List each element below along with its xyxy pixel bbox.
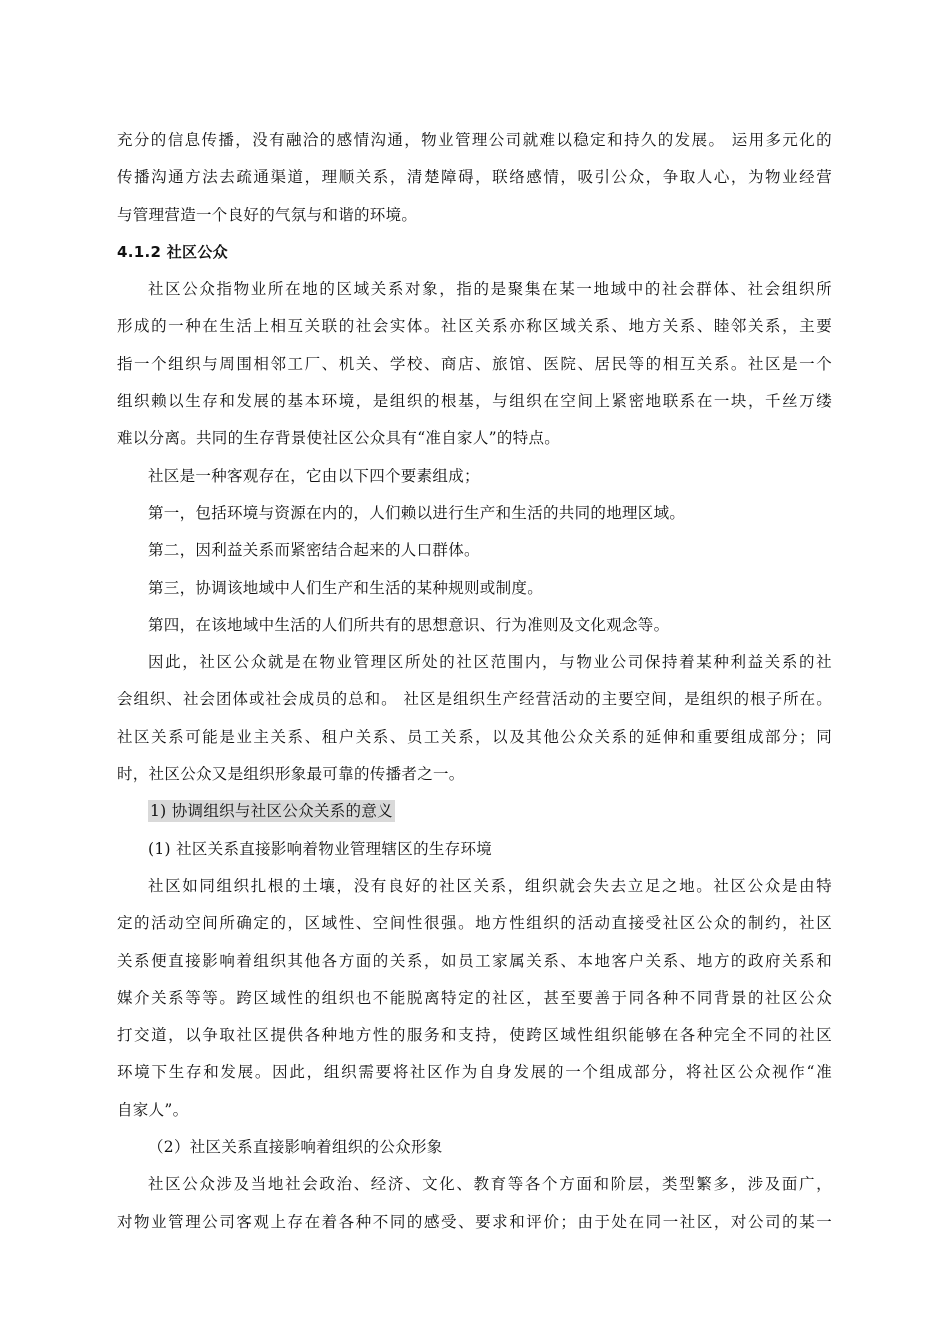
text-line: 难以分离。共同的生存背景使社区公众具有“准自家人”的特点。 xyxy=(117,429,561,448)
text-line: 与管理营造一个良好的气氛与和谐的环境。 xyxy=(117,205,418,224)
text-line: (1) 社区关系直接影响着物业管理辖区的生存环境 xyxy=(148,839,493,858)
text-line: 关系便直接影响着组织其他各方面的关系，如员工家属关系、本地客户关系、地方的政府关系和 xyxy=(117,951,832,970)
text-line: 环境下生存和发展。因此，组织需要将社区作为自身发展的一个组成部分，将社区公众视作“准 xyxy=(117,1063,832,1082)
highlighted-subheading: 1) 协调组织与社区公众关系的意义 xyxy=(150,802,393,821)
text-line: 社区公众指物业所在地的区域关系对象，指的是聚集在某一地域中的社会群体、社会组织所 xyxy=(148,280,832,299)
text-line: 社区关系可能是业主关系、租户关系、员工关系，以及其他公众关系的延伸和重要组成部分；同 xyxy=(117,727,832,746)
text-line: 第一，包括环境与资源在内的，人们赖以进行生产和生活的共同的地理区域。 xyxy=(148,503,686,522)
text-line: 定的活动空间所确定的，区域性、空间性很强。地方性组织的活动直接受社区公众的制约，社区 xyxy=(117,914,832,933)
text-line: 因此，社区公众就是在物业管理区所处的社区范围内，与物业公司保持着某种利益关系的社 xyxy=(148,653,832,672)
text-line: 第四，在该地域中生活的人们所共有的思想意识、行为准则及文化观念等。 xyxy=(148,615,670,634)
text-line: （2）社区关系直接影响着组织的公众形象 xyxy=(148,1138,443,1157)
text-line: 指一个组织与周围相邻工厂、机关、学校、商店、旅馆、医院、居民等的相互关系。社区是一个 xyxy=(117,354,832,373)
text-line: 自家人”。 xyxy=(117,1100,189,1119)
text-line: 对物业管理公司客观上存在着各种不同的感受、要求和评价；由于处在同一社区，对公司的某一 xyxy=(117,1212,832,1231)
section-heading: 4.1.2 社区公众 xyxy=(117,242,228,261)
text-line: 第二，因利益关系而紧密结合起来的人口群体。 xyxy=(148,541,480,560)
text-line xyxy=(117,793,832,830)
text-line: 媒介关系等等。跨区域性的组织也不能脱离特定的社区，甚至要善于同各种不同背景的社区公众 xyxy=(117,988,832,1007)
text-line: 形成的一种在生活上相互关联的社会实体。社区关系亦称区域关系、地方关系、睦邻关系，主要 xyxy=(117,317,832,336)
text-line: 社区公众涉及当地社会政治、经济、文化、教育等各个方面和阶层，类型繁多，涉及面广， xyxy=(148,1175,832,1194)
text-line: 第三，协调该地域中人们生产和生活的某种规则或制度。 xyxy=(148,578,544,597)
text-line: 社区是一种客观存在，它由以下四个要素组成； xyxy=(148,466,480,485)
text-line: 时，社区公众又是组织形象最可靠的传播者之一。 xyxy=(117,765,465,784)
text-line: 社区如同组织扎根的土壤，没有良好的社区关系，组织就会失去立足之地。社区公众是由特 xyxy=(148,876,832,895)
text-line: 传播沟通方法去疏通渠道，理顺关系，清楚障碍，联络感情，吸引公众，争取人心，为物业经营 xyxy=(117,168,832,187)
text-line: 打交道，以争取社区提供各种地方性的服务和支持，使跨区域性组织能够在各种完全不同的社区 xyxy=(117,1026,832,1045)
text-line: 组织赖以生存和发展的基本环境，是组织的根基，与组织在空间上紧密地联系在一块，千丝万缕 xyxy=(117,392,832,411)
text-line: 会组织、社会团体或社会成员的总和。 社区是组织生产经营活动的主要空间，是组织的根子所在。 xyxy=(117,690,832,709)
document-page xyxy=(117,122,832,1241)
text-line: 充分的信息传播，没有融洽的感情沟通，物业管理公司就难以稳定和持久的发展。 运用多元化的 xyxy=(117,131,832,149)
